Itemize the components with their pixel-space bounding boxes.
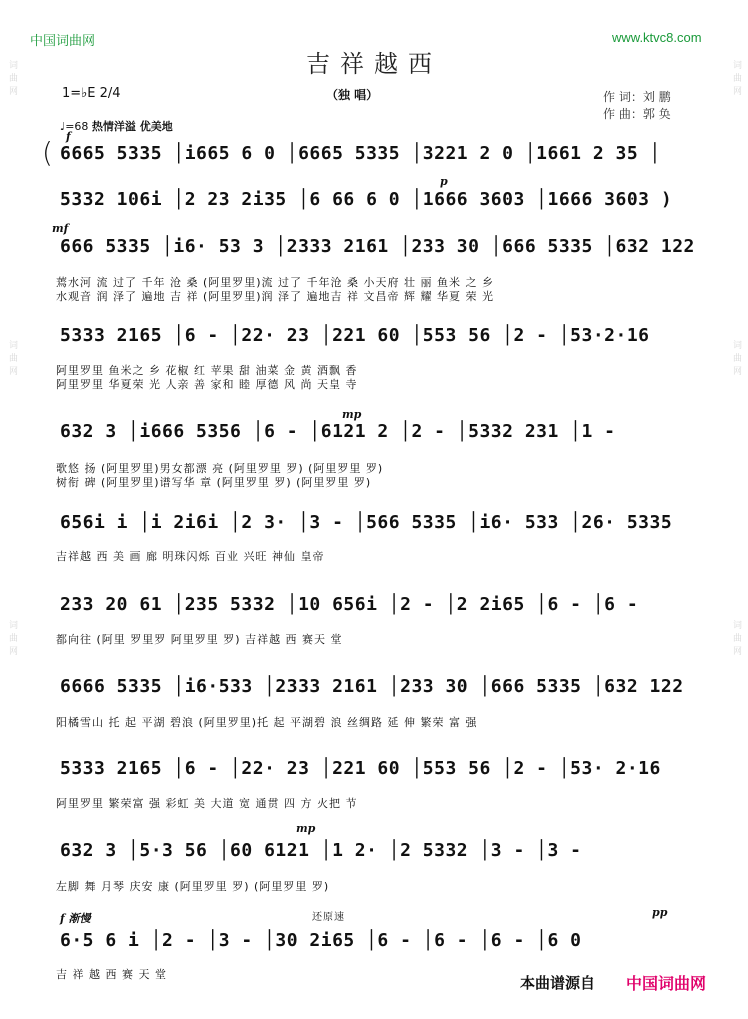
score-row-3: 666 5335 │i6· 53 3 │2333 2161 │233 30 │666 5335 │632 122 [60,236,695,257]
lyric-row-3b: 树衔 碑 (阿里罗里)谱写华 章 (阿里罗里 罗) (阿里罗里 罗) [56,476,372,489]
lyricist-credit: 作 词：刘 鹏 [603,90,671,104]
score-row-6: 656i i │i 2i6i │2 3· │3 - │566 5335 │i6· 533 │26· 5335 [60,512,673,533]
dynamic-mp-2: mp [296,822,316,835]
lyric-row-4: 吉祥越 西 美 画 廊 明珠闪烁 百业 兴旺 神仙 皇帝 [56,550,325,563]
repeat-bracket-open: ( [42,136,53,169]
score-row-2: 5332 106i │2 23 2i35 │6 66 6 0 │1666 3603 │1666 3603 ) [60,189,673,210]
lyric-row-8: 左脚 舞 月琴 庆安 康 (阿里罗里 罗) (阿里罗里 罗) [56,880,330,893]
composer-credit: 作 曲：郭 奂 [603,107,671,121]
score-row-9: 5333 2165 │6 - │22· 23 │221 60 │553 56 │2 - │53· 2·16 [60,758,661,779]
dynamic-f: f [66,130,71,143]
dynamic-mf: mf [52,222,69,235]
score-row-10: 632 3 │5·3 56 │60 6121 │1 2· │2 5332 │3 - │3 - [60,840,582,861]
lyric-row-6: 阳橘雪山 托 起 平湖 碧浪 (阿里罗里)托 起 平湖碧 浪 丝绸路 延 伸 繁荣 富 强 [56,716,478,729]
lyric-row-1b: 水观音 润 泽了 遍地 吉 祥 (阿里罗里)润 泽了 遍地吉 祥 文昌帝 辉 耀 华夏 荣 光 [56,290,495,303]
tempo-text: 热情洋溢 优美地 [91,120,173,133]
watermark-right-2: 词曲网 [731,340,741,379]
a-tempo-marking: 还原速 [312,912,345,923]
lyric-row-2b: 阿里罗里 华夏荣 光 人亲 善 家和 睦 厚德 风 尚 天皇 寺 [56,378,358,391]
tempo-marking [60,118,173,134]
watermark-left-3: 词曲网 [7,620,17,659]
score-row-7: 233 20 61 │235 5332 │10 656i │2 - │2 2i65 │6 - │6 - [60,594,639,615]
watermark-right: 词曲网 [731,60,741,99]
watermark-right-3: 词曲网 [731,620,741,659]
lyric-row-5: 都向往 (阿里 罗里罗 阿里罗里 罗) 吉祥越 西 赛天 堂 [56,633,343,646]
lyric-row-1a: 蔫水河 流 过了 千年 沧 桑 (阿里罗里)流 过了 千年沧 桑 小天府 壮 丽 鱼米 之 乡 [56,276,495,289]
score-row-11: 6·5 6 i │2 - │3 - │30 2i65 │6 - │6 - │6 - │6 0 [60,930,582,951]
tempo-number: ♩=68 [60,120,89,133]
dynamic-p: p [440,175,448,188]
score-row-8: 6666 5335 │i6·533 │2333 2161 │233 30 │666 5335 │632 122 [60,676,684,697]
lyric-row-3a: 歌悠 扬 (阿里罗里)男女都漂 亮 (阿里罗里 罗) (阿里罗里 罗) [56,462,384,475]
lyric-row-2a: 阿里罗里 鱼米之 乡 花椒 红 苹果 甜 油菜 金 黄 酒飘 香 [56,364,358,377]
watermark-left: 词曲网 [7,60,17,99]
footer-source-site[interactable]: 中国词曲网 [626,974,707,993]
score-row-4: 5333 2165 │6 - │22· 23 │221 60 │553 56 │2 - │53·2·16 [60,325,650,346]
watermark-left-2: 词曲网 [7,340,17,379]
score-row-5: 632 3 │i666 5356 │6 - │6121 2 │2 - │5332 231 │1 - [60,421,616,442]
lyric-row-9: 吉 祥 越 西 赛 天 堂 [56,968,167,981]
site-url[interactable]: www.ktvc8.com [612,30,702,45]
dynamic-pp: pp [652,906,668,919]
score-row-1: 6665 5335 │i665 6 0 │6665 5335 │3221 2 0 │1661 2 35 │ [60,143,661,164]
page-title: 吉祥越西 [306,50,442,78]
subtitle: （独 唱） [326,88,379,102]
lyric-row-7: 阿里罗里 繁荣富 强 彩虹 美 大道 宽 通贯 四 方 火把 节 [56,797,358,810]
dynamic-f-rit: f 渐慢 [60,912,91,925]
key-signature: 1=♭E 2/4 [62,86,121,101]
footer-source-label: 本曲谱源自 [520,974,596,992]
site-brand-left[interactable]: 中国词曲网 [30,33,96,48]
dynamic-mp-1: mp [342,408,362,421]
